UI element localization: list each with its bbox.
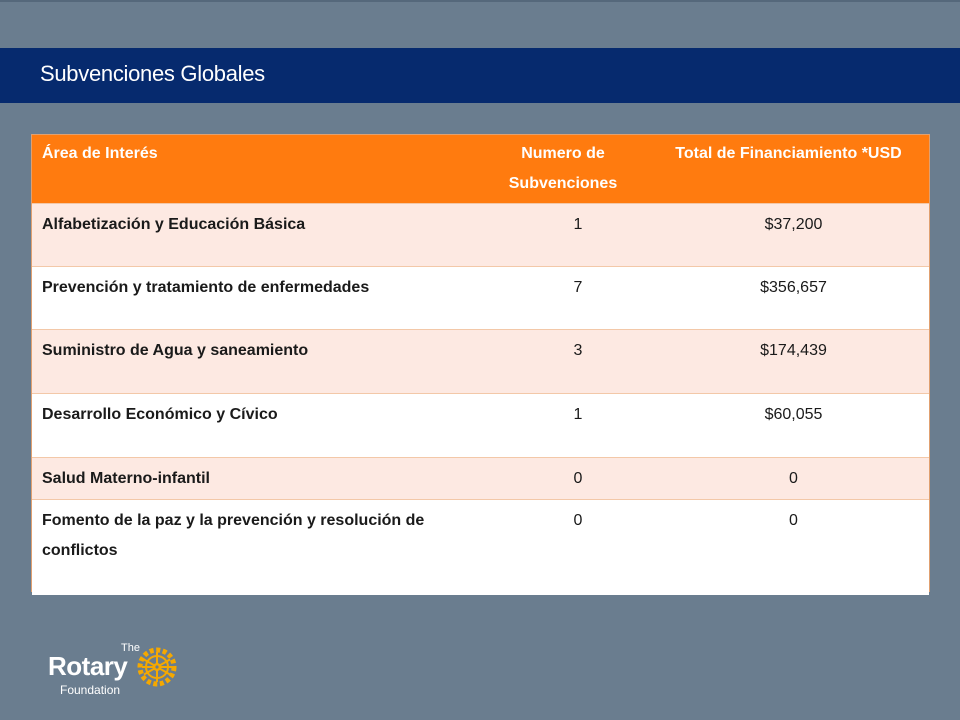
slide-title: Subvenciones Globales [40, 61, 265, 86]
table-row [32, 204, 929, 267]
table-row [32, 500, 929, 595]
row-total: $60,055 [648, 394, 929, 458]
row-total: 0 [648, 458, 929, 500]
logo-the-text: The [121, 642, 140, 654]
row-area: Suministro de Agua y saneamiento [32, 330, 478, 394]
row-total: $356,657 [648, 267, 929, 330]
row-total: 0 [648, 500, 929, 595]
rotary-foundation-logo [48, 640, 188, 700]
table-row [32, 267, 929, 330]
row-area: Desarrollo Económico y Cívico [32, 394, 478, 458]
grants-table [32, 135, 929, 595]
row-count: 0 [478, 500, 648, 595]
table-row [32, 330, 929, 394]
row-total: $174,439 [648, 330, 929, 394]
row-count: 1 [478, 394, 648, 458]
table-row [32, 458, 929, 500]
header-total: Total de Financiamiento *USD [648, 135, 929, 204]
row-count: 7 [478, 267, 648, 330]
row-count: 3 [478, 330, 648, 394]
row-area: Prevención y tratamiento de enfermedades [32, 267, 478, 330]
row-count: 0 [478, 458, 648, 500]
row-area: Salud Materno-infantil [32, 458, 478, 500]
row-count: 1 [478, 204, 648, 267]
table-row [32, 394, 929, 458]
table-header-row [32, 135, 929, 204]
header-area: Área de Interés [32, 135, 478, 204]
top-border [0, 0, 960, 2]
logo-foundation-text: Foundation [60, 683, 121, 697]
logo-rotary-text: Rotary [48, 651, 128, 681]
header-count: Numero de Subvenciones [478, 135, 648, 204]
row-total: $37,200 [648, 204, 929, 267]
row-area: Alfabetización y Educación Básica [32, 204, 478, 267]
grants-table-container [31, 134, 930, 592]
rotary-wheel-icon [136, 646, 178, 688]
row-area: Fomento de la paz y la prevención y resolución de conflictos [32, 500, 478, 595]
title-bar [0, 48, 960, 103]
